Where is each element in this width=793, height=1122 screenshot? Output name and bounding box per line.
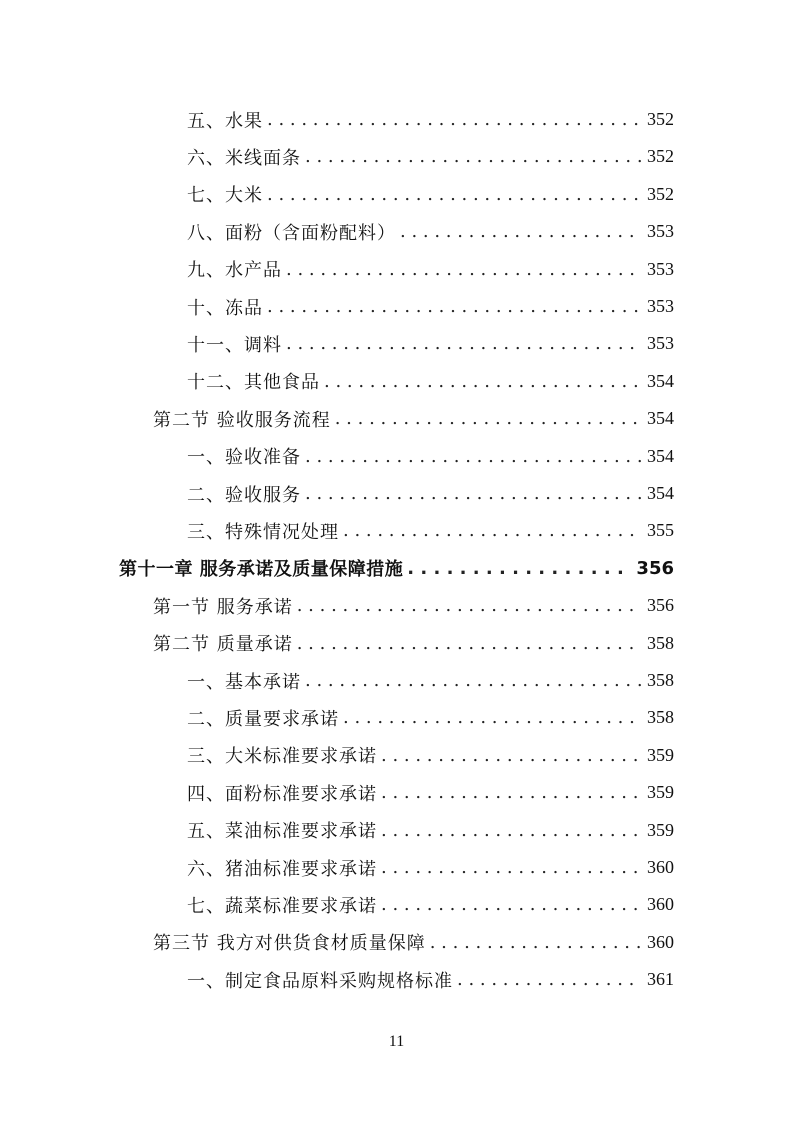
toc-entry[interactable] — [187, 101, 674, 138]
toc-dot-leader — [286, 259, 641, 280]
toc-dot-leader — [297, 633, 641, 654]
toc-entry-page: 353 — [647, 333, 674, 354]
toc-entry-page: 359 — [647, 782, 674, 803]
toc-dot-leader — [381, 894, 641, 915]
toc-entry[interactable] — [153, 587, 674, 624]
toc-entry-title: 十二、其他食品 — [187, 372, 320, 394]
toc-entry-page: 354 — [647, 370, 674, 391]
toc-dot-leader — [407, 558, 630, 579]
toc-entry-page: 358 — [647, 670, 674, 690]
toc-entry-page: 360 — [647, 857, 674, 877]
toc-entry-page: 352 — [647, 109, 674, 129]
toc-entry[interactable] — [187, 438, 674, 475]
toc-entry[interactable] — [187, 288, 674, 325]
toc-dot-leader — [343, 707, 641, 728]
toc-entry[interactable] — [187, 176, 674, 213]
toc-entry-page: 353 — [647, 258, 674, 279]
toc-entry-page: 356 — [647, 595, 674, 616]
toc-entry[interactable] — [187, 213, 674, 250]
toc-entry-page: 358 — [647, 632, 674, 653]
toc-entry-page: 353 — [647, 296, 674, 316]
toc-dot-leader — [267, 296, 641, 317]
toc-dot-leader — [430, 932, 641, 953]
toc-dot-leader — [381, 745, 641, 766]
toc-entry-title: 十、冻品 — [187, 297, 263, 319]
toc-dot-leader — [457, 969, 641, 990]
toc-entry-page: 352 — [647, 146, 674, 167]
toc-entry-page: 354 — [647, 445, 674, 466]
toc-entry-title: 二、验收服务 — [187, 484, 301, 506]
toc-entry-page: 354 — [647, 483, 674, 503]
toc-entry-title: 十一、调料 — [187, 334, 282, 356]
toc-entry[interactable] — [187, 699, 674, 736]
toc-entry-page: 361 — [647, 969, 674, 990]
toc-entry-title: 五、水果 — [187, 110, 263, 132]
toc-entry-title: 五、菜油标准要求承诺 — [187, 821, 377, 843]
toc-entry-title: 二、质量要求承诺 — [187, 708, 339, 730]
toc-entry-page: 355 — [647, 520, 674, 541]
toc-dot-leader — [297, 595, 641, 616]
toc-entry-title: 九、水产品 — [187, 260, 282, 282]
toc-entry-title: 第二节 验收服务流程 — [153, 409, 331, 431]
toc-entry[interactable] — [187, 886, 674, 923]
toc-dot-leader — [305, 670, 641, 691]
toc-entry-page: 352 — [647, 183, 674, 204]
toc-entry-page: 358 — [647, 707, 674, 728]
toc-entry-page: 356 — [636, 557, 674, 579]
toc-entry-title: 六、猪油标准要求承诺 — [187, 858, 377, 880]
toc-entry-page: 360 — [647, 894, 674, 915]
toc-dot-leader — [400, 221, 641, 242]
toc-entry-title: 第十一章 服务承诺及质量保障措施 — [119, 559, 404, 581]
toc-entry-title: 一、验收准备 — [187, 447, 301, 469]
toc-entry-title: 第三节 我方对供货食材质量保障 — [153, 933, 426, 955]
toc-entry-page: 354 — [647, 408, 674, 429]
toc-entry[interactable] — [187, 812, 674, 849]
toc-entry-title: 第二节 质量承诺 — [153, 634, 293, 656]
toc-entry[interactable] — [187, 737, 674, 774]
toc-entry-title: 六、米线面条 — [187, 147, 301, 169]
toc-entry[interactable] — [187, 512, 674, 549]
toc-entry[interactable] — [187, 363, 674, 400]
toc-entry-page: 359 — [647, 744, 674, 765]
toc-dot-leader — [286, 333, 641, 354]
toc-entry-page: 360 — [647, 931, 674, 952]
toc-dot-leader — [267, 109, 641, 130]
toc-dot-leader — [381, 782, 641, 803]
toc-entry[interactable] — [187, 251, 674, 288]
toc-dot-leader — [267, 184, 641, 205]
toc-entry[interactable] — [153, 924, 674, 961]
toc-entry[interactable] — [187, 662, 674, 699]
toc-entry-page: 353 — [647, 221, 674, 242]
toc-dot-leader — [305, 446, 641, 467]
toc-entry-title: 第一节 服务承诺 — [153, 596, 293, 618]
toc-entry[interactable] — [187, 475, 674, 512]
toc-entry-title: 八、面粉（含面粉配料） — [187, 222, 396, 244]
toc-entry[interactable] — [187, 849, 674, 886]
toc-entry[interactable] — [187, 774, 674, 811]
toc-entry[interactable] — [119, 550, 674, 587]
toc-dot-leader — [381, 857, 641, 878]
toc-dot-leader — [305, 146, 641, 167]
toc-entry-title: 七、蔬菜标准要求承诺 — [187, 895, 377, 917]
page-number: 11 — [388, 1033, 405, 1050]
toc-entry[interactable] — [187, 138, 674, 175]
toc-entry-title: 三、特殊情况处理 — [187, 521, 339, 543]
toc-dot-leader — [381, 820, 641, 841]
toc-dot-leader — [305, 483, 641, 504]
toc-dot-leader — [324, 371, 641, 392]
toc-entry[interactable] — [153, 625, 674, 662]
toc-entry-title: 一、制定食品原料采购规格标准 — [187, 970, 453, 992]
toc-entry-title: 三、大米标准要求承诺 — [187, 746, 377, 768]
toc-entry-title: 一、基本承诺 — [187, 671, 301, 693]
toc-entry-page: 359 — [647, 819, 674, 840]
toc-dot-leader — [343, 520, 641, 541]
toc-entry-title: 七、大米 — [187, 185, 263, 207]
toc-entry[interactable] — [153, 400, 674, 437]
toc-entry[interactable] — [187, 961, 674, 998]
toc-entry-title: 四、面粉标准要求承诺 — [187, 783, 377, 805]
toc-entry[interactable] — [187, 325, 674, 362]
toc-dot-leader — [335, 408, 641, 429]
